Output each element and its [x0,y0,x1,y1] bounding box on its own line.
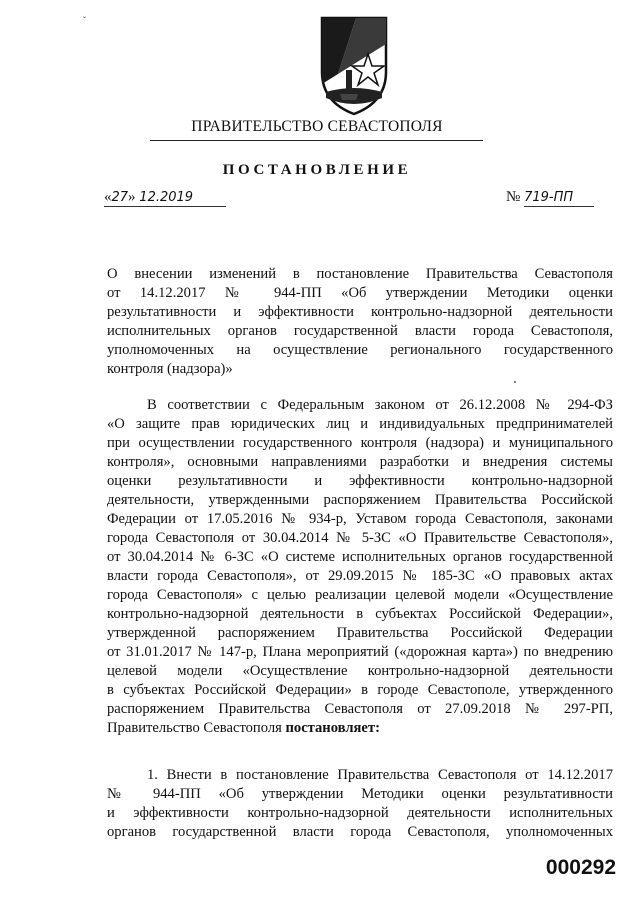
body-line: города Севастополя от 30.04.2014 № 5-ЗС «О Правительстве Севастополя», [107,530,613,546]
subject-line: результативности и эффективности контрольно-надзорной деятельности [107,304,613,320]
date-open-quote: « [104,189,112,205]
body-line: В соответствии с Федеральным законом от 26.12.2008 № 294-ФЗ [147,397,613,413]
body-line: утвержденной распоряжением Правительства Российской Федерации [107,625,613,641]
title-underline [150,140,483,141]
subject-line: от 14.12.2017 № 944-ПП «Об утверждении Методики оценки [107,285,613,301]
body-line: города Севастополя» с целью реализации целевой модели «Осуществление [107,587,613,603]
body-line: от 31.01.2017 № 147-р, Плана мероприятий («дорожная карта») по внедрению [107,644,613,660]
body-line: власти города Севастополя», от 29.09.2015 № 185-ЗС «О правовых актах [107,568,613,584]
body-line: в субъектах Российской Федерации» в городе Севастополе, утвержденного [107,682,613,698]
resolves-keyword: постановляет: [285,720,380,736]
body-line: распоряжением Правительства Севастополя от 27.09.2018 № 297-РП, [107,701,613,717]
scan-speck [514,381,516,383]
document-number [506,189,594,207]
body-line: Федерации от 17.05.2016 № 934-р, Уставом города Севастополя, законами [107,511,613,527]
sevastopol-coat-of-arms [316,14,392,118]
subject-paragraph [107,265,613,379]
item-line: 1. Внести в постановление Правительства Севастополя от 14.12.2017 [147,767,613,783]
subject-line: О внесении изменений в постановление Правительства Севастополя [107,266,613,282]
body-line: при осуществлении государственного контроля (надзора) и муниципального [107,435,613,451]
body-line: контрольно-надзорной деятельности в субъектах Российской Федерации», [107,606,613,622]
subject-line: контроля (надзора)» [107,361,233,377]
body-final-line [107,719,613,738]
document-type: ПОСТАНОВЛЕНИЕ [222,162,412,178]
item-1-paragraph [107,766,613,842]
date-day: 27 [111,190,129,205]
scan-mark: ˇ [83,15,86,25]
item-line: органов государственной власти города Севастополя, уполномоченных [107,824,613,840]
date-month-year: 12.2019 [139,190,194,205]
item-line: № 944-ПП «Об утверждении Методики оценки результативности [107,786,613,802]
date-close-quote: » [128,189,136,205]
body-line: оценки результативности и эффективности контрольно-надзорной [107,473,613,489]
document-date [104,189,226,207]
body-line: контроля», основными направлениями разработки и внедрения системы [107,454,613,470]
number-value: 719-ПП [524,190,574,205]
subject-line: уполномоченных на осуществление регионального государственного [107,342,613,358]
subject-line: исполнительных органов государственной власти города Севастополя, [107,323,613,339]
body-final-text: Правительство Севастополя [107,720,286,736]
preamble-paragraph [107,396,613,738]
item-line: и эффективности контрольно-надзорной деятельности исполнительных [107,805,613,821]
body-line: от 30.04.2014 № 6-ЗС «О системе исполнительных органов государственной [107,549,613,565]
organization-title: ПРАВИТЕЛЬСТВО СЕВАСТОПОЛЯ [191,118,443,135]
body-line: деятельности, утвержденными распоряжением Правительства Российской [107,492,613,508]
form-serial-number: 000292 [545,856,616,879]
body-line: целевой модели «Осуществление контрольно-надзорной деятельности [107,663,613,679]
body-line: «О защите прав юридических лиц и индивидуальных предпринимателей [107,416,613,432]
number-sign: № [506,189,521,205]
